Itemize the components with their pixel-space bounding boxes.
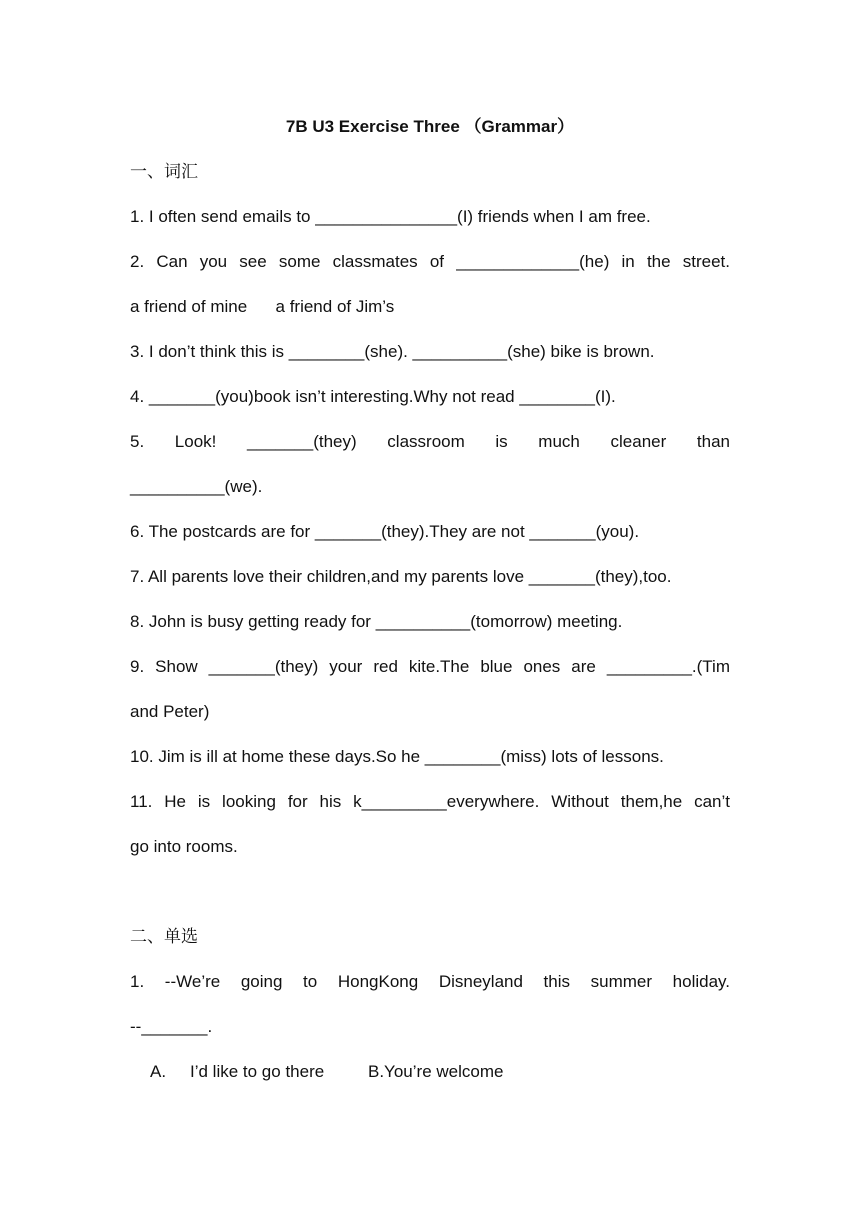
question-line: --_______. bbox=[130, 1017, 213, 1036]
question-line: 9. Show _______(they) your red kite.The blue ones are _________.(Tim bbox=[130, 657, 730, 676]
question-line: 8. John is busy getting ready for __________(tomorrow) meeting. bbox=[130, 612, 623, 631]
question-line: 5. Look! _______(they) classroom is much cleaner than bbox=[130, 432, 730, 451]
question-line: go into rooms. bbox=[130, 837, 238, 856]
question-line: 4. _______(you)book isn’t interesting.Why not read ________(I). bbox=[130, 387, 616, 406]
question-line: a friend of mine a friend of Jim’s bbox=[130, 297, 395, 316]
option-a-text: I’d like to go there bbox=[190, 1062, 325, 1081]
answer-options bbox=[150, 1061, 750, 1083]
section-1-heading: 一、词汇 bbox=[130, 162, 198, 182]
question-line: 11. He is looking for his k_________everywhere. Without them,he can’t bbox=[130, 792, 730, 811]
question-line: 10. Jim is ill at home these days.So he ________(miss) lots of lessons. bbox=[130, 747, 664, 766]
option-b-text: B.You’re welcome bbox=[368, 1062, 504, 1081]
question-line: 7. All parents love their children,and my parents love _______(they),too. bbox=[130, 567, 672, 586]
question-line: 2. Can you see some classmates of _____________(he) in the street. bbox=[130, 252, 730, 271]
question-line: 6. The postcards are for _______(they).They are not _______(you). bbox=[130, 522, 640, 541]
option-a-letter: A. bbox=[150, 1062, 167, 1081]
question-line: __________(we). bbox=[130, 477, 263, 496]
question-line: 1. --We’re going to HongKong Disneyland this summer holiday. bbox=[130, 972, 730, 991]
page-title: 7B U3 Exercise Three （Grammar） bbox=[285, 117, 575, 136]
section-2-heading: 二、单选 bbox=[130, 927, 198, 947]
question-line: and Peter) bbox=[130, 702, 210, 721]
question-line: 3. I don’t think this is ________(she). __________(she) bike is brown. bbox=[130, 342, 655, 361]
question-line: 1. I often send emails to _______________(I) friends when I am free. bbox=[130, 207, 651, 226]
